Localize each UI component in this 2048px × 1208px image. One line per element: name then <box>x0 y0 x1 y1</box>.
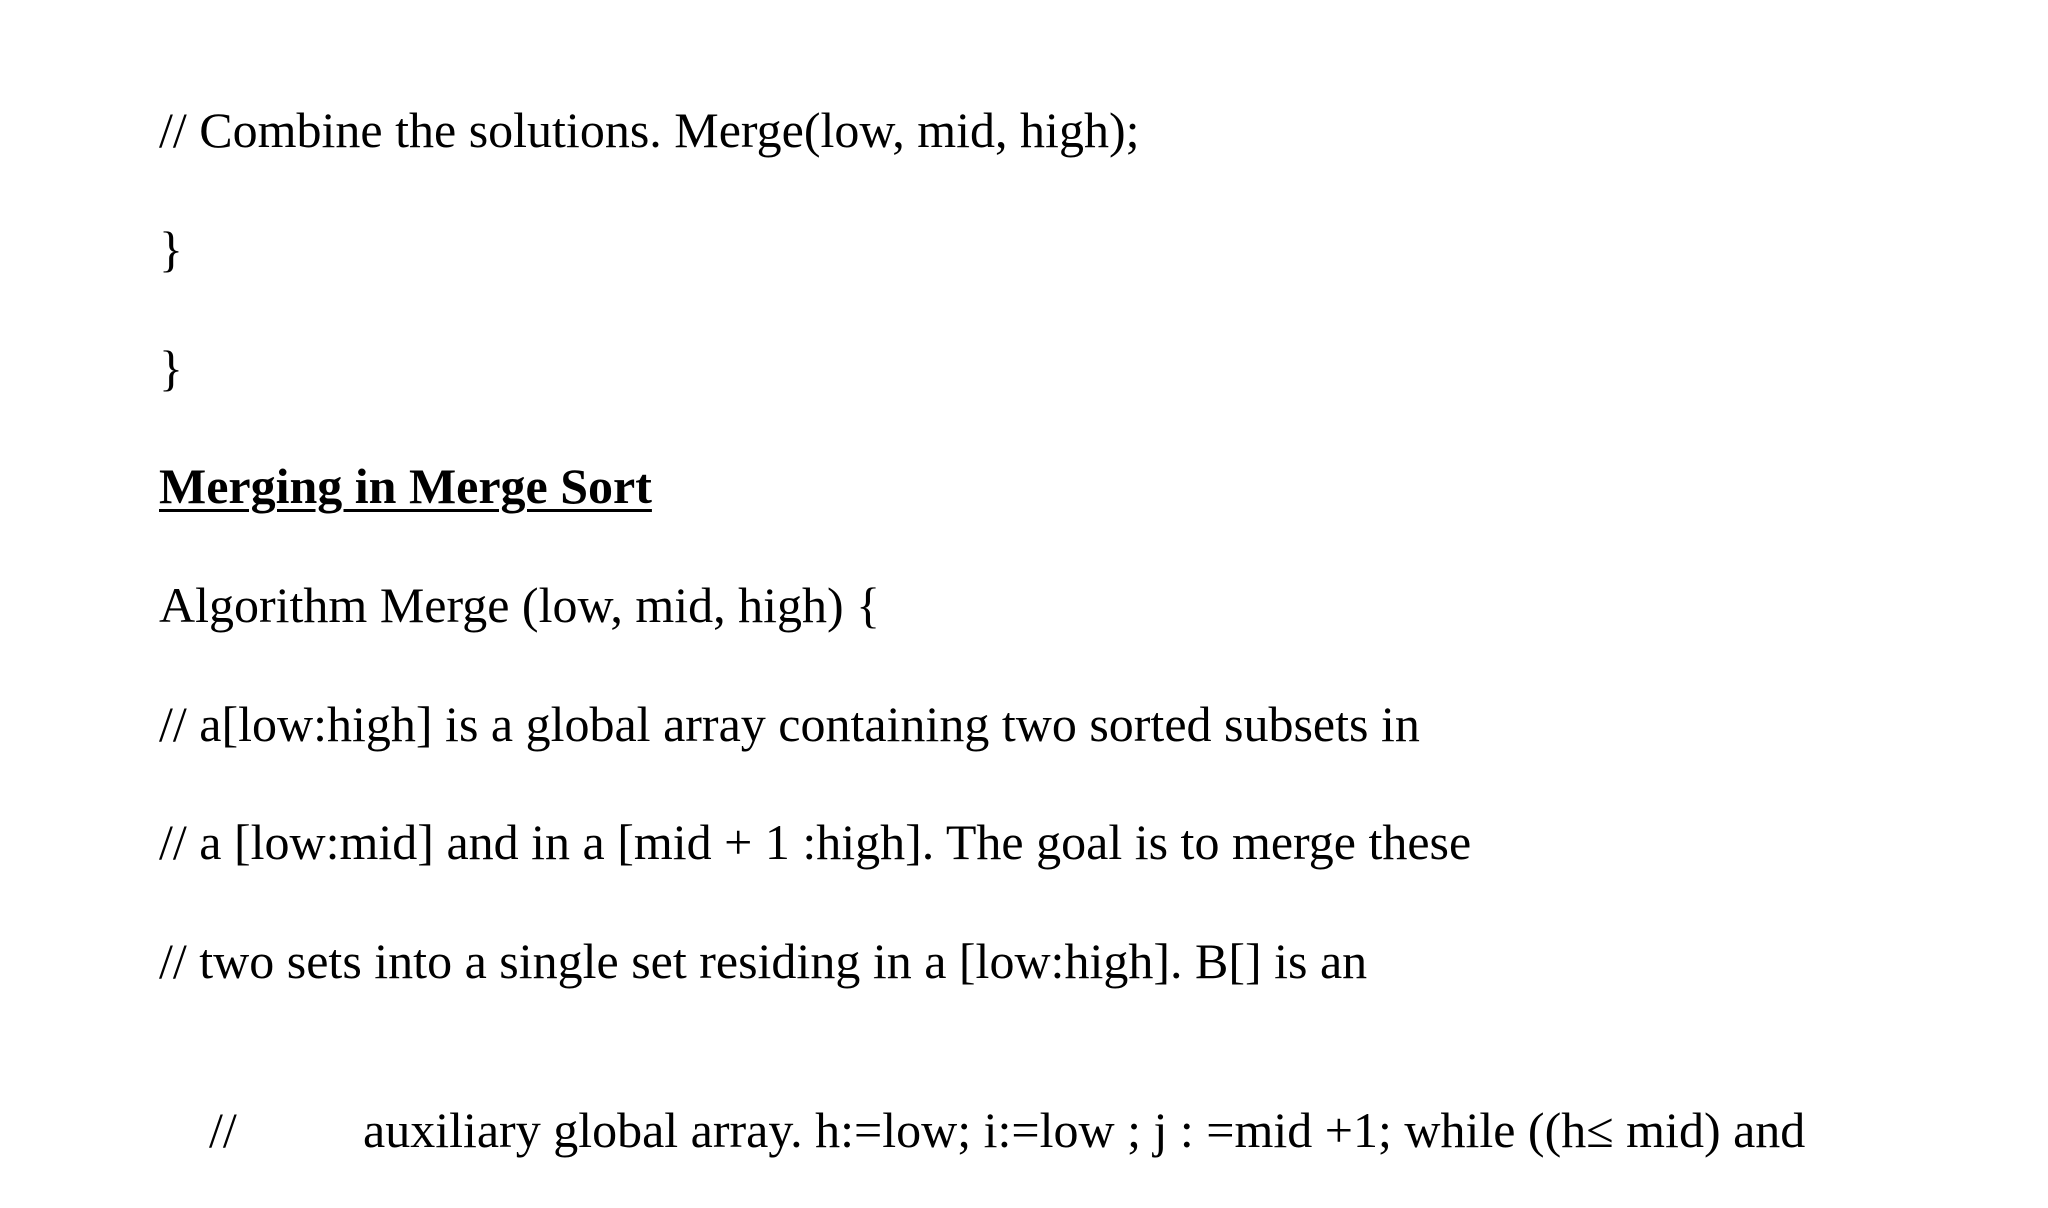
closing-brace: } <box>159 221 183 277</box>
comment-prefix: // <box>209 1102 237 1158</box>
code-comment-line <box>159 1055 1805 1205</box>
code-comment-line: // two sets into a single set residing in a [low:high]. B[] is an <box>159 933 1368 989</box>
code-comment-combine: // Combine the solutions. Merge(low, mid, high); <box>159 102 1140 158</box>
section-heading: Merging in Merge Sort <box>159 458 652 514</box>
algorithm-signature: Algorithm Merge (low, mid, high) { <box>159 577 881 633</box>
comment-text: auxiliary global array. h:=low; i:=low ; j : =mid +1; while ((h≤ mid) and <box>363 1102 1806 1158</box>
code-comment-line: // a[low:high] is a global array containing two sorted subsets in <box>159 696 1420 752</box>
code-comment-line: // a [low:mid] and in a [mid + 1 :high]. The goal is to merge these <box>159 814 1472 870</box>
closing-brace: } <box>159 340 183 396</box>
